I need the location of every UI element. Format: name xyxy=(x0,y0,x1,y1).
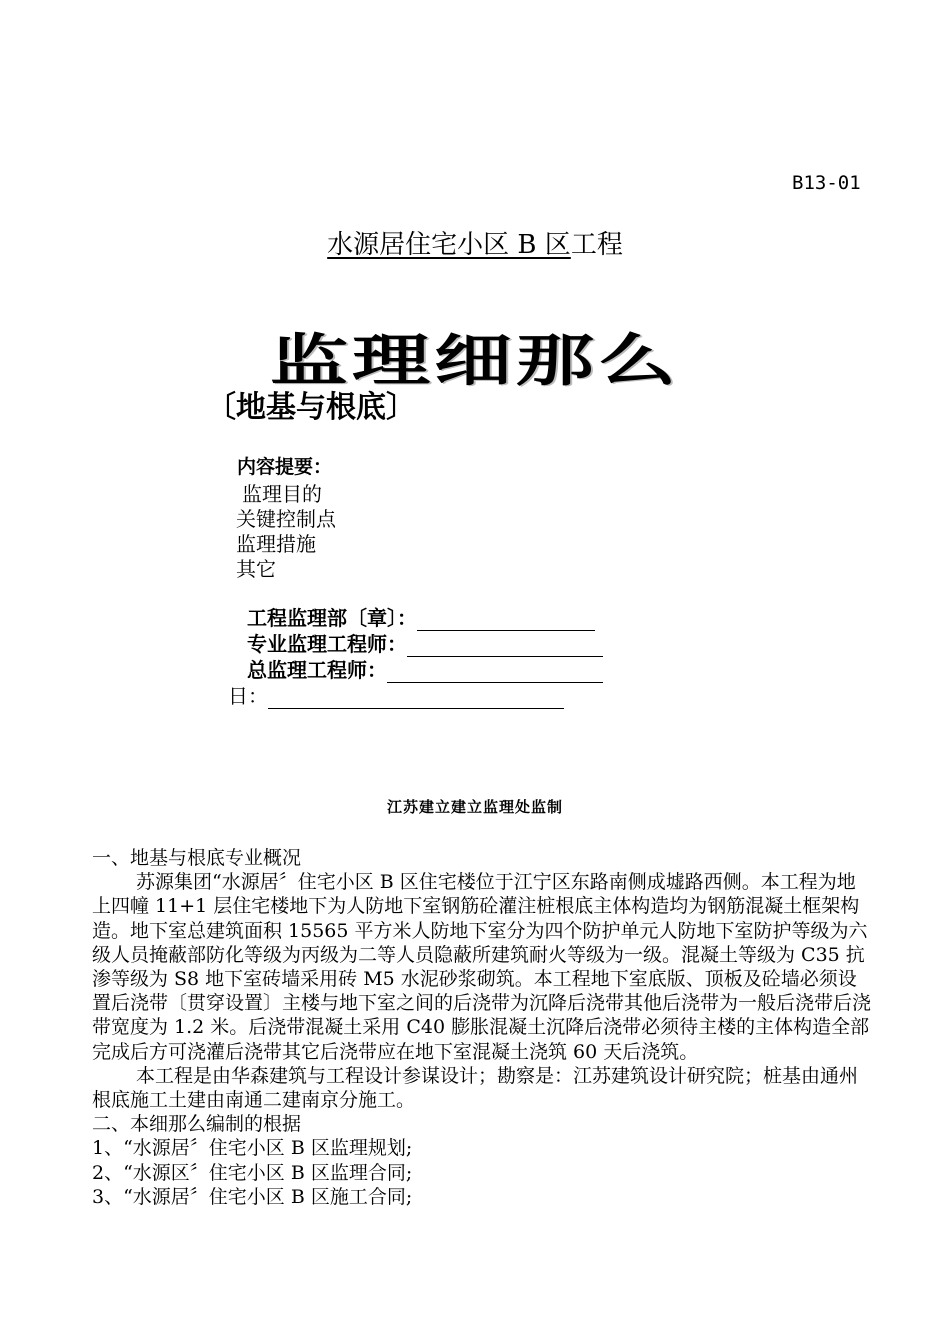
project-title xyxy=(0,224,950,261)
toc-item: 关键控制点 xyxy=(236,507,336,531)
signature-date-line[interactable] xyxy=(268,688,564,709)
signature-dept-label: 工程监理部〔章〕： xyxy=(247,606,417,630)
toc-item: 监理目的 xyxy=(242,482,322,506)
main-title: 监理细那么 xyxy=(269,328,680,394)
project-title-suffix: 工程 xyxy=(570,230,623,260)
section-heading: 二、本细那么编制的根据 xyxy=(92,1113,302,1136)
document-body xyxy=(92,846,872,1209)
paragraph-overview: 苏源集团“水源居〞住宅小区 B 区住宅楼位于江宁区东路南侧成墟路西侧。本工程为地上四幢 11+1 层住宅楼地下为人防地下室钢筋砼灌注桩根底主体构造均为钢筋混凝土框架构造。地下室总建筑面积 15565 平方米人防地下室分为四个防护单元人防地下室防护等级为六级人员掩蔽部防化等级为丙级为二等人员隐蔽所建筑耐火等级为一级。混凝土等级为 C35 抗渗等级为 S8 地下室砖墙采用砖 M5 水泥砂浆砌筑。本工程地下室底版、顶板及砼墙必须设置后浇带〔贯穿设置〕主楼与地下室之间的后浇带为沉降后浇带其他后浇带为一般后浇带后浇带宽度为 1.2 米。后浇带混凝土采用 C40 膨胀混凝土沉降后浇带必须待主楼的主体构造全部完成后方可浇灌后浇带其它后浇带应在地下室混凝土浇筑 60 天后浇筑。 xyxy=(92,871,872,1063)
section-heading: 一、地基与根底专业概况 xyxy=(92,847,302,869)
basis-item: 1、“水源居〞住宅小区 B 区监理规划; xyxy=(92,1137,413,1160)
paragraph-parties: 本工程是由华森建筑与工程设计参谋设计；勘察是：江苏建筑设计研究院；桩基由通州根底施工土建由南通二建南京分施工。 xyxy=(92,1064,859,1112)
signature-date xyxy=(228,680,564,709)
basis-item: 3、“水源居〞住宅小区 B 区施工合同; xyxy=(92,1185,413,1208)
toc-item: 监理措施 xyxy=(236,532,316,556)
signature-engineer-label: 专业监理工程师： xyxy=(247,632,407,656)
toc-heading: 内容提要： xyxy=(237,456,333,478)
document-code: B13-01 xyxy=(792,172,861,194)
basis-item: 2、“水源区〞住宅小区 B 区监理合同; xyxy=(92,1161,413,1184)
subtitle: 〔地基与根底〕 xyxy=(206,390,416,425)
toc-item: 其它 xyxy=(236,557,276,581)
project-name: 水源居住宅小区 B 区 xyxy=(327,230,571,260)
signature-dept xyxy=(247,602,595,631)
issuing-organization: 江苏建立建立监理处监制 xyxy=(386,798,563,816)
signature-chief xyxy=(247,654,603,683)
signature-chief-label: 总监理工程师： xyxy=(247,658,387,682)
signature-date-label: 日： xyxy=(228,684,268,708)
signature-engineer xyxy=(247,628,603,657)
